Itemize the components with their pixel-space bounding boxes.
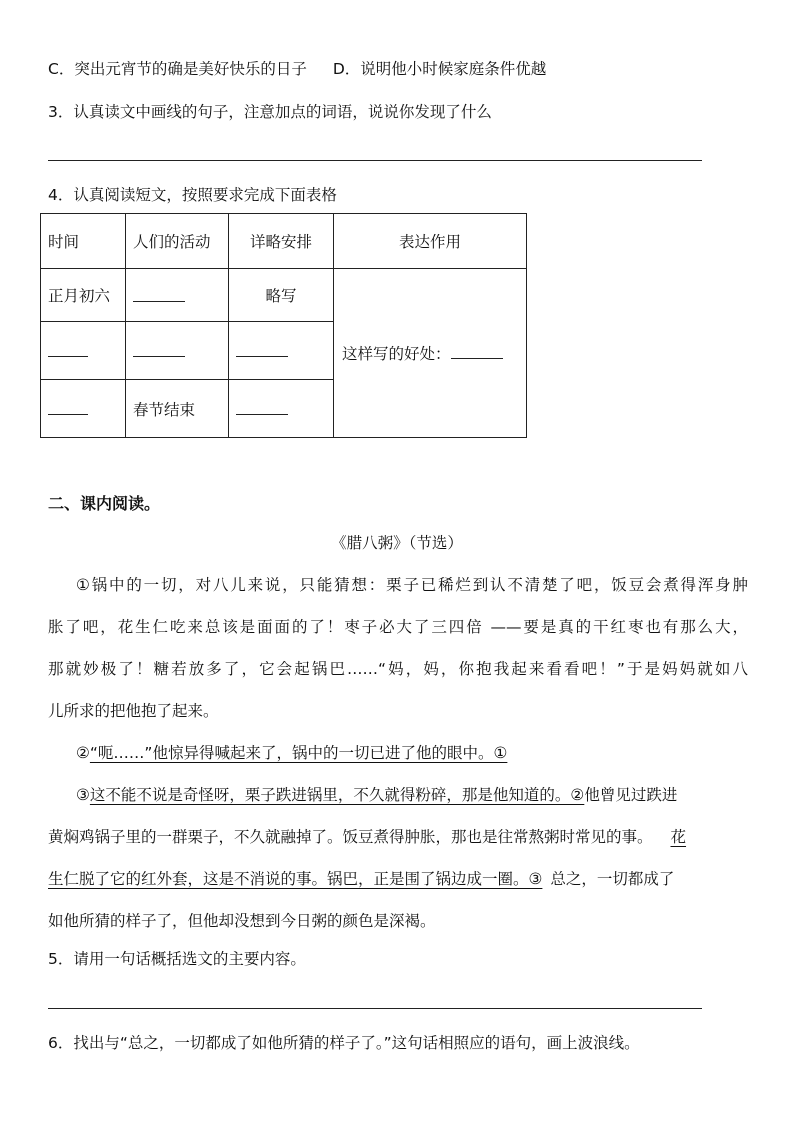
options-line bbox=[48, 58, 546, 80]
passage-title: 《腊八粥》（节选） bbox=[331, 534, 463, 552]
cell-detail-1: 略写 bbox=[229, 269, 334, 322]
summary-table bbox=[40, 213, 527, 438]
cell-activity-2[interactable] bbox=[126, 322, 229, 380]
underlined-sentence: 生仁脱了它的红外套，这是不消说的事。锅巴，正是围了锅边成一圈。③ bbox=[48, 870, 543, 888]
effect-label: 这样写的好处： bbox=[342, 345, 451, 363]
question-6: 6．找出与“总之，一切都成了如他所猜的样子了。”这句话相照应的语句，画上波浪线。 bbox=[48, 1034, 640, 1052]
cell-effect bbox=[334, 269, 527, 438]
fill-blank[interactable] bbox=[48, 398, 88, 415]
paragraph-1 bbox=[48, 574, 748, 742]
underlined-sentence: 这不能不说是奇怪呀，栗子跌进锅里，不久就得粉碎，那是他知道的。② bbox=[89, 786, 585, 804]
paragraph-1-line: ①锅中的一切，对八儿来说，只能猜想：栗子已稀烂到认不清楚了吧，饭豆会煮得浑身肿 bbox=[76, 576, 748, 594]
question-5: 5．请用一句话概括选文的主要内容。 bbox=[48, 950, 306, 968]
paragraph-3-text: 他曾见过跌进 bbox=[584, 786, 678, 804]
cell-time-1: 正月初六 bbox=[41, 269, 126, 322]
option-c: C．突出元宵节的确是美好快乐的日子 bbox=[48, 60, 307, 78]
paragraph-3-mark: ③ bbox=[76, 786, 90, 804]
paragraph-3 bbox=[48, 784, 748, 952]
fill-blank[interactable] bbox=[236, 398, 288, 415]
answer-line-q3[interactable] bbox=[48, 160, 702, 161]
paragraph-3-line bbox=[48, 826, 748, 868]
fill-blank[interactable] bbox=[133, 285, 185, 302]
paragraph-3-line bbox=[48, 784, 748, 826]
table-row bbox=[41, 269, 527, 322]
paragraph-1-line: 儿所求的把他抱了起来。 bbox=[48, 702, 219, 720]
paragraph-1-line: 胀了吧，花生仁吃来总该是面面的了！枣子必大了三四倍 ——要是真的干红枣也有那么大， bbox=[48, 618, 748, 636]
fill-blank[interactable] bbox=[48, 340, 88, 357]
paragraph-3-line: 如他所猜的样子了，但他却没想到今日粥的颜色是深褐。 bbox=[48, 912, 436, 930]
cell-time-2[interactable] bbox=[41, 322, 126, 380]
header-effect: 表达作用 bbox=[334, 214, 527, 269]
section-title: 二、课内阅读。 bbox=[48, 494, 161, 513]
fill-blank[interactable] bbox=[451, 342, 503, 359]
underlined-sentence: 花 bbox=[670, 828, 687, 846]
paragraph-2 bbox=[48, 742, 748, 784]
answer-line-q5[interactable] bbox=[48, 1008, 702, 1009]
cell-activity-1[interactable] bbox=[126, 269, 229, 322]
underlined-sentence: “呃……”他惊异得喊起来了，锅中的一切已进了他的眼中。① bbox=[89, 744, 508, 762]
cell-activity-3: 春节结束 bbox=[126, 380, 229, 438]
header-activity: 人们的活动 bbox=[126, 214, 229, 269]
cell-time-3[interactable] bbox=[41, 380, 126, 438]
cell-detail-3[interactable] bbox=[229, 380, 334, 438]
paragraph-3-text: 总之，一切都成了 bbox=[550, 870, 675, 888]
paragraph-3-text: 黄焖鸡锅子里的一群栗子，不久就融掉了。饭豆煮得肿胀，那也是往常熬粥时常见的事。 bbox=[48, 828, 653, 846]
question-4: 4．认真阅读短文，按照要求完成下面表格 bbox=[48, 186, 337, 204]
option-d: D．说明他小时候家庭条件优越 bbox=[332, 60, 547, 78]
paragraph-3-line bbox=[48, 868, 748, 910]
cell-detail-2[interactable] bbox=[229, 322, 334, 380]
paragraph-1-line: 那就妙极了！糖若放多了，它会起锅巴……“妈，妈，你抱我起来看看吧！”于是妈妈就如八 bbox=[48, 660, 748, 678]
fill-blank[interactable] bbox=[236, 340, 288, 357]
table-header-row bbox=[41, 214, 527, 269]
question-3: 3．认真读文中画线的句子，注意加点的词语，说说你发现了什么 bbox=[48, 103, 492, 121]
paragraph-2-line bbox=[48, 742, 748, 784]
header-time: 时间 bbox=[41, 214, 126, 269]
header-detail: 详略安排 bbox=[229, 214, 334, 269]
paragraph-2-mark: ② bbox=[76, 744, 90, 762]
fill-blank[interactable] bbox=[133, 340, 185, 357]
